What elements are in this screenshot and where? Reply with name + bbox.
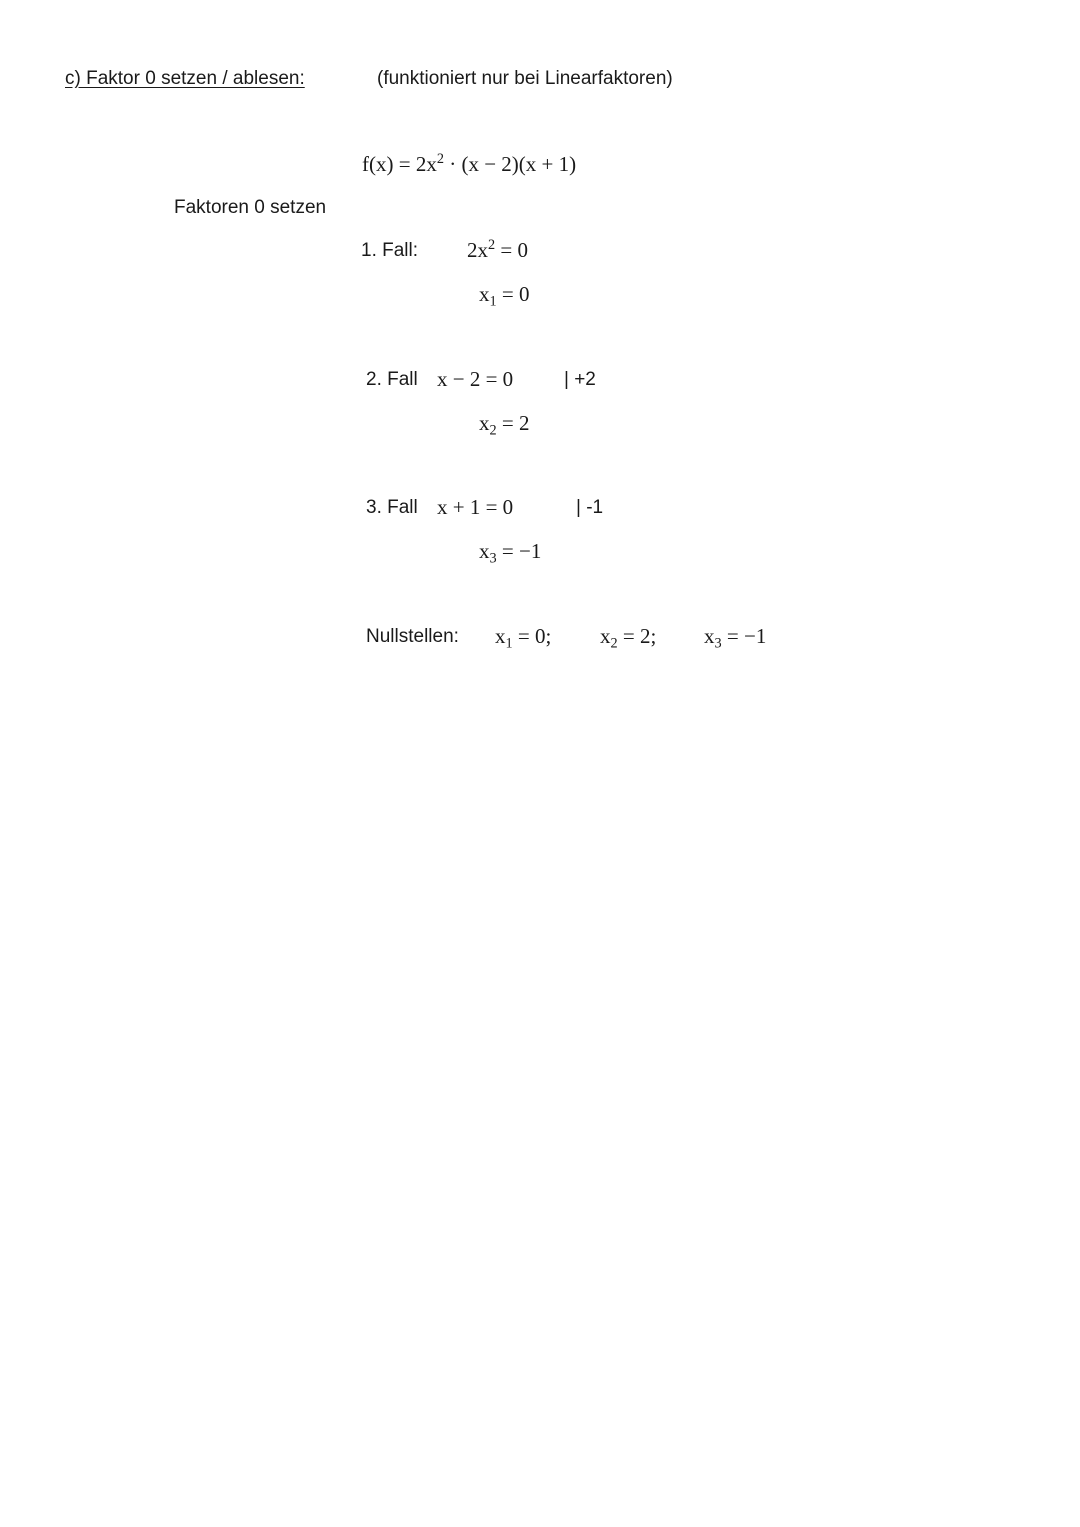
case-3-equation-base: x + 1 = 0 bbox=[437, 495, 514, 519]
case-2-solution bbox=[479, 411, 530, 439]
result-root-2-var: x bbox=[600, 624, 611, 648]
case-1-solution-var: x bbox=[479, 282, 490, 306]
function-rhs: · (x − 2)(x + 1) bbox=[443, 152, 577, 176]
case-3-equation bbox=[437, 495, 513, 520]
case-2-equation bbox=[437, 367, 513, 392]
case-1-equation-rest: = 0 bbox=[495, 238, 528, 262]
case-3-solution bbox=[479, 539, 542, 567]
case-3-label: 3. Fall bbox=[366, 497, 418, 518]
result-root-3 bbox=[704, 624, 767, 652]
section-heading: c) Faktor 0 setzen / ablesen: bbox=[65, 68, 305, 89]
case-1-solution-index: 1 bbox=[489, 293, 497, 310]
case-2-solution-index: 2 bbox=[489, 422, 497, 439]
case-2-solution-var: x bbox=[479, 411, 490, 435]
result-root-1-index: 1 bbox=[505, 635, 513, 652]
case-2-equation-base: x − 2 = 0 bbox=[437, 367, 514, 391]
note-text: (funktioniert nur bei Linearfaktoren) bbox=[377, 68, 673, 89]
case-3-solution-rest: = −1 bbox=[496, 539, 542, 563]
result-root-1 bbox=[495, 624, 552, 652]
function-exponent: 2 bbox=[436, 151, 444, 168]
case-3-solution-index: 3 bbox=[489, 550, 497, 567]
case-1-equation-base: 2x bbox=[467, 238, 488, 262]
function-definition bbox=[362, 152, 576, 177]
result-root-3-var: x bbox=[704, 624, 715, 648]
case-2-label: 2. Fall bbox=[366, 369, 418, 390]
case-1-label: 1. Fall: bbox=[361, 240, 419, 261]
case-3-solution-var: x bbox=[479, 539, 490, 563]
result-root-3-index: 3 bbox=[714, 635, 722, 652]
case-1-equation bbox=[467, 238, 528, 263]
case-3-operation: | -1 bbox=[576, 497, 604, 518]
case-2-solution-rest: = 2 bbox=[496, 411, 530, 435]
result-label: Nullstellen: bbox=[366, 626, 459, 647]
result-root-1-rest: = 0; bbox=[512, 624, 552, 648]
result-root-2-rest: = 2; bbox=[617, 624, 657, 648]
result-root-2 bbox=[600, 624, 657, 652]
result-root-1-var: x bbox=[495, 624, 506, 648]
case-2-operation: | +2 bbox=[564, 369, 596, 390]
result-root-2-index: 2 bbox=[610, 635, 618, 652]
function-lhs: f(x) = 2x bbox=[362, 152, 437, 176]
side-label: Faktoren 0 setzen bbox=[174, 197, 327, 218]
case-1-equation-exponent: 2 bbox=[488, 237, 496, 254]
case-1-solution-rest: = 0 bbox=[496, 282, 530, 306]
result-root-3-rest: = −1 bbox=[721, 624, 767, 648]
case-1-solution bbox=[479, 282, 530, 310]
